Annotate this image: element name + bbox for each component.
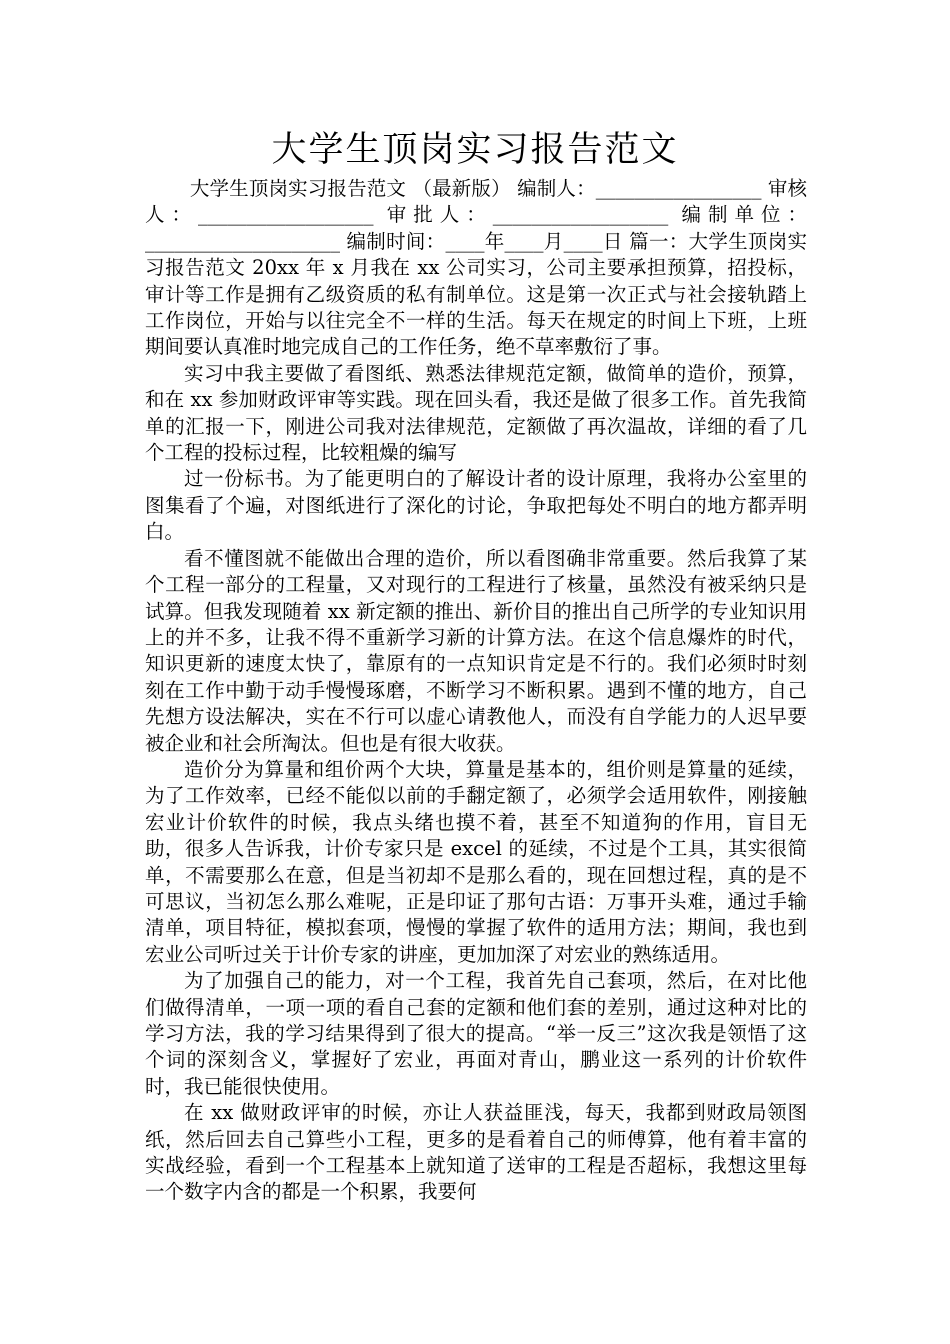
paragraph-3: 过一份标书。为了能更明白的了解设计者的设计原理，我将办公室里的图集看了个遍，对图纸进行了深化的讨论，争取把每处不明白的地方都弄明白。 [145, 467, 807, 544]
paragraph-2: 实习中我主要做了看图纸、熟悉法律规范定额，做简单的造价，预算，和在 xx 参加财政评审等实践。现在回头看，我还是做了很多工作。首先我简单的汇报一下，刚进公司我对法律规范，定额做了再次温故，详细的看了几个工程的投标过程，比较粗燥的编写 [145, 361, 807, 465]
paragraph-5: 造价分为算量和组价两个大块，算量是基本的，组价则是算量的延续，为了工作效率，已经不能似以前的手翻定额了，必须学会适用软件，刚接触宏业计价软件的时候，我点头绪也摸不着，甚至不知道狗的作用，盲目无助，很多人告诉我，计价专家只是 excel 的延续，不过是个工具，其实很简单，不需要那么在意，但是当初却不是那么看的，现在回想过程，真的是不可思议，当初怎么那么难呢，正是印证了那句古语：万事开头难，通过手输清单，项目特征，模拟套项，慢慢的掌握了软件的适用方法；期间，我也到宏业公司听过关于计价专家的讲座，更加加深了对宏业的熟练适用。 [145, 757, 807, 966]
document-body [145, 176, 807, 1206]
paragraph-4: 看不懂图就不能做出合理的造价，所以看图确非常重要。然后我算了某个工程一部分的工程量，又对现行的工程进行了核量，虽然没有被采纳只是试算。但我发现随着 xx 新定额的推出、新价目的推出自己所学的专业知识用上的并不多，让我不得不重新学习新的计算方法。在这个信息爆炸的时代，知识更新的速度太快了，靠原有的一点知识肯定是不行的。我们必须时时刻刻在工作中勤于动手慢慢琢磨，不断学习不断积累。遇到不懂的地方，自己先想方设法解决，实在不行可以虚心请教他人，而没有自学能力的人迟早要被企业和社会所淘汰。但也是有很大收获。 [145, 546, 807, 755]
paragraph-1: 大学生顶岗实习报告范文 （最新版） 编制人：_________________ 审核人：__________________ 审批人：__________________ 编制单位：____________________ 编制时间：____年____月____日 篇一：大学生顶岗实习报告范文 20xx 年 x 月我在 xx 公司实习，公司主要承担预算，招投标，审计等工作是拥有乙级资质的私有制单位。这是第一次正式与社会接轨踏上工作岗位，开始与以往完全不一样的生活。每天在规定的时间上下班，上班期间要认真准时地完成自己的工作任务，绝不草率敷衍了事。 [145, 177, 807, 359]
paragraph-7: 在 xx 做财政评审的时候，亦让人获益匪浅，每天，我都到财政局领图纸，然后回去自己算些小工程，更多的是看着自己的师傅算，他有着丰富的实战经验，看到一个工程基本上就知道了送审的工程是否超标，我想这里每一个数字内含的都是一个积累，我要何 [145, 1101, 807, 1204]
document-title: 大学生顶岗实习报告范文 [271, 130, 679, 170]
paragraph-6: 为了加强自己的能力，对一个工程，我首先自己套项，然后，在对比他们做得清单，一项一项的看自己套的定额和他们套的差别，通过这种对比的学习方法，我的学习结果得到了很大的提高。“举一反三”这次我是领悟了这个词的深刻含义，掌握好了宏业，再面对青山，鹏业这一系列的计价软件时，我已能很快使用。 [145, 969, 807, 1098]
